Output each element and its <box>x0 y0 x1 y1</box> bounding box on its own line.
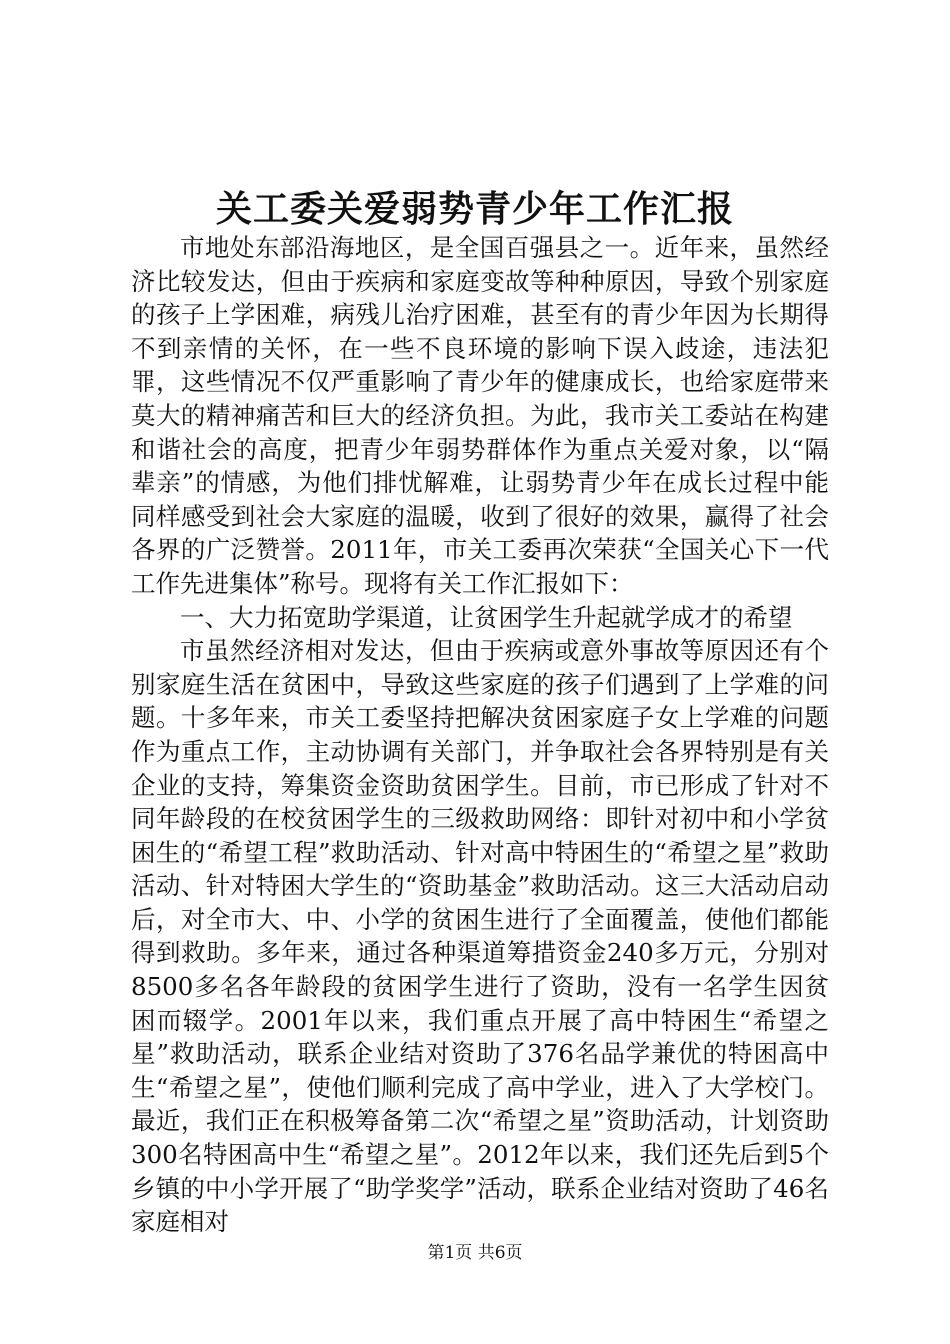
section-heading: 一、大力拓宽助学渠道，让贫困学生升起就学成才的希望 <box>180 602 793 632</box>
intro-paragraph: 市地处东部沿海地区，是全国百强县之一。近年来，虽然经济比较发达，但由于疾病和家庭变故等种种原因，导致个别家庭的孩子上学困难，病残儿治疗困难，甚至有的青少年因为长期得不到亲情的关怀，在一些不良环境的影响下误入歧途，违法犯罪，这些情况不仅严重影响了青少年的健康成长，也给家庭带来莫大的精神痛苦和巨大的经济负担。为此，我市关工委站在构建和谐社会的高度，把青少年弱势群体作为重点关爱对象，以“隔辈亲”的情感，为他们排忧解难，让弱势青少年在成长过程中能同样感受到社会大家庭的温暖，收到了很好的效果，赢得了社会各界的广泛赞誉。2011年，市关工委再次荣获“全国关心下一代工作先进集体”称号。现将有关工作汇报如下： <box>131 233 829 598</box>
document-body <box>131 231 829 1239</box>
section-paragraph: 市虽然经济相对发达，但由于疾病或意外事故等原因还有个别家庭生活在贫困中，导致这些家庭的孩子们遇到了上学难的问题。十多年来，市关工委坚持把解决贫困家庭子女上学难的问题作为重点工作，主动协调有关部门，并争取社会各界特别是有关企业的支持，筹集资金资助贫困学生。目前，市已形成了针对不同年龄段的在校贫困学生的三级救助网络：即针对初中和小学贫困生的“希望工程”救助活动、针对高中特困生的“希望之星”救助活动、针对特困大学生的“资助基金”救助活动。这三大活动启动后，对全市大、中、小学的贫困生进行了全面覆盖，使他们都能得到救助。多年来，通过各种渠道筹措资金240多万元，分别对8500多名各年龄段的贫困学生进行了资助，没有一名学生因贫困而辍学。2001年以来，我们重点开展了高中特困生“希望之星”救助活动，联系企业结对资助了376名品学兼优的特困高中生“希望之星”，使他们顺利完成了高中学业，进入了大学校门。最近，我们正在积极筹备第二次“希望之星”资助活动，计划资助300名特困高中生“希望之星”。2012年以来，我们还先后到5个乡镇的中小学开展了“助学奖学”活动，联系企业结对资助了46名家庭相对 <box>131 636 829 1237</box>
document-title: 关工委关爱弱势青少年工作汇报 <box>215 188 734 230</box>
page-number-footer: 第1页 共6页 <box>427 1243 523 1263</box>
